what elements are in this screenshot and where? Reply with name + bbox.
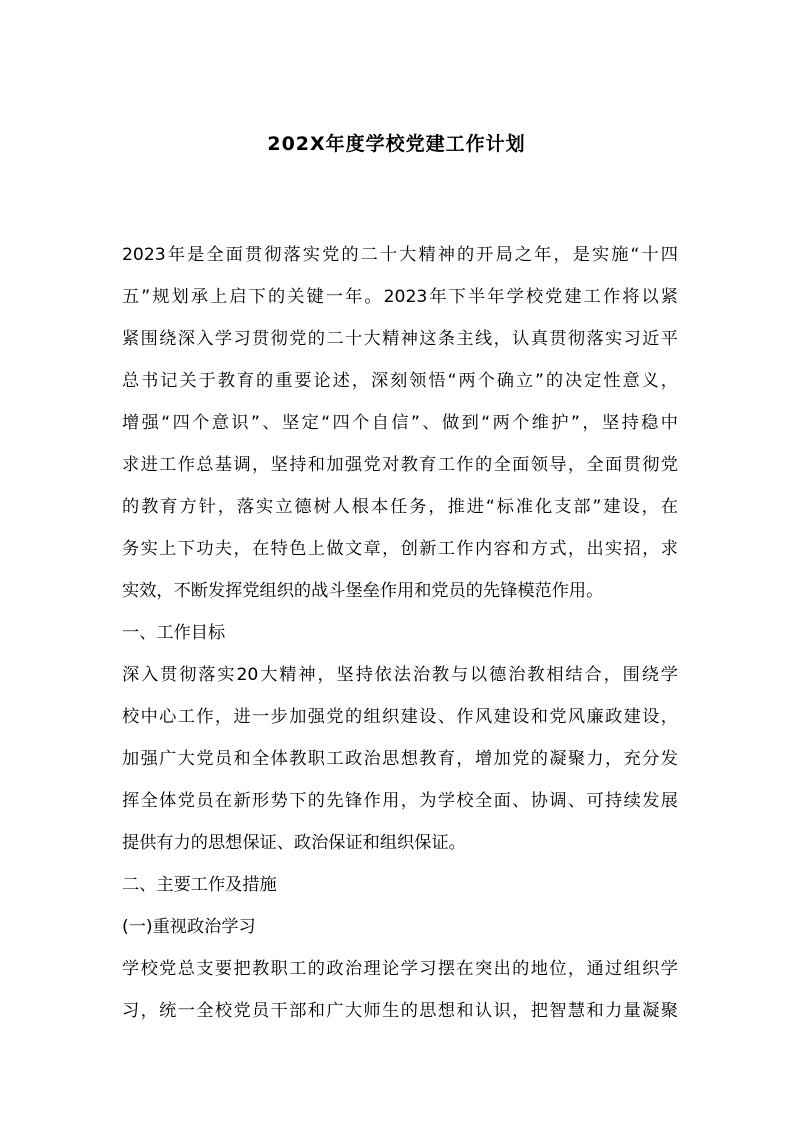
- paragraph-line: 增强“四个意识”、坚定“四个自信”、做到“两个维护”，坚持稳中: [122, 413, 678, 433]
- paragraph-line: 习，统一全校党员干部和广大师生的思想和认识，把智慧和力量凝聚: [122, 1001, 678, 1021]
- paragraph-line: 总书记关于教育的重要论述，深刻领悟“两个确立”的决定性意义，: [122, 371, 678, 391]
- section-heading: 一、工作目标: [122, 623, 226, 643]
- subsection-heading: (一)重视政治学习: [122, 917, 256, 937]
- paragraph-line: 2023年是全面贯彻落实党的二十大精神的开局之年，是实施“十四: [122, 245, 678, 265]
- paragraph-line: 务实上下功夫，在特色上做文章，创新工作内容和方式，出实招，求: [122, 539, 678, 559]
- paragraph-line: 校中心工作，进一步加强党的组织建设、作风建设和党风廉政建设，: [122, 707, 678, 727]
- paragraph-line: 五”规划承上启下的关键一年。2023年下半年学校党建工作将以紧: [122, 287, 678, 307]
- paragraph-line: 提供有力的思想保证、政治保证和组织保证。: [122, 833, 466, 853]
- paragraph-line: 实效，不断发挥党组织的战斗堡垒作用和党员的先锋模范作用。: [122, 581, 604, 601]
- section-heading: 二、主要工作及措施: [122, 875, 277, 895]
- paragraph-line: 加强广大党员和全体教职工政治思想教育，增加党的凝聚力，充分发: [122, 749, 678, 769]
- paragraph-line: 深入贯彻落实20大精神，坚持依法治教与以德治教相结合，围绕学: [122, 665, 678, 685]
- paragraph-line: 紧围绕深入学习贯彻党的二十大精神这条主线，认真贯彻落实习近平: [122, 329, 678, 349]
- document-title: 202X年度学校党建工作计划: [267, 133, 526, 155]
- paragraph-line: 挥全体党员在新形势下的先锋作用，为学校全面、协调、可持续发展: [122, 791, 678, 811]
- paragraph-line: 学校党总支要把教职工的政治理论学习摆在突出的地位，通过组织学: [122, 959, 678, 979]
- paragraph-line: 求进工作总基调，坚持和加强党对教育工作的全面领导，全面贯彻党: [122, 455, 678, 475]
- paragraph-line: 的教育方针，落实立德树人根本任务，推进“标准化支部”建设，在: [122, 497, 678, 517]
